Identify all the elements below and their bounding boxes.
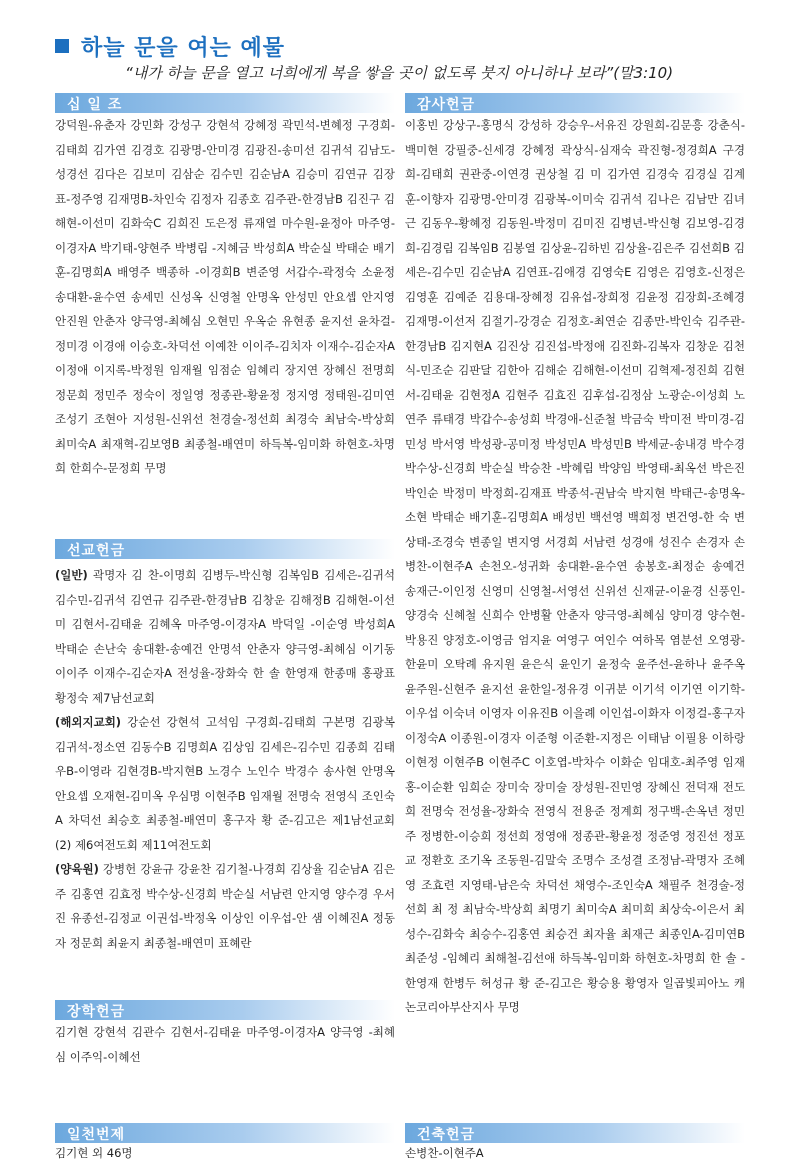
section-label-scholarship: 장학헌금	[67, 1004, 126, 1020]
scripture-quote: “내가 하늘 문을 열고 너희에게 복을 쌓을 곳이 없도록 붓지 아니하나 보라”(말3:10)	[125, 64, 674, 82]
section-header-onecheon	[55, 1123, 395, 1143]
mission-overseas-text: 강순선 강현석 고석임 구경희-김태희 구본명 김광복 김귀석-정소연 김동수B 김명희A 김상임 김세은-김수민 김종희 김태우B-이영라 김현경B-박지현B 노경수 노인수 박경수 송사현 안명옥 안요셉 오재현-김미옥 우심명 이현주B 임재월 전명숙 전영식 조인숙A 차덕선 최승호 최종철-배연미 홍구자 황 준-김고은 제1남선교회(2) 제6여전도회 제11여전도회	[55, 715, 395, 852]
page-header	[55, 32, 775, 83]
section-body-tithe: 강덕원-유춘자 강민화 강성구 강현석 강혜정 곽민석-변혜정 구경희-김태희 김가연 김경호 김광명-안미경 김광진-송미선 김귀석 김남도-성경선 김다은 김보미 김삼순 김수민 김순남A 김승미 김연규 김장표-정주영 김재명B-차인숙 김정자 김종호 김주관-한경남B 김진구 김해현-이선미 김화숙C 김희진 도은정 류재열 마수원-윤정아 마주영-이경자A 박기태-양현주 박병림 -지혜금 박성희A 박순실 박태순 배기훈-김명희A 배영주 백종하 -이경희B 변준영 서갑수-곽정숙 소윤정 송대환-윤수연 송세민 신성옥 신영철 안명옥 안성민 안요셉 안지영 안진원 안춘자 양극영-최혜심 오현민 우옥순 유현종 윤지선 윤차걸-정미경 이경애 이승호-차덕선 이예찬 이이주-김치자 이재수-김순자A 이정애 이지록-박정원 임재월 임점순 임혜리 장지연 장혜신 전명희 정문희 정민주 정숙이 정일영 정종관-황윤정 정지영 정태원-김미연 조성기 조현아 지성원-신위선 천경술-정선희 최경숙 최남숙-박상희 최미숙A 최재혁-김보영B 최종철-배연미 하득복-임미화 하현호-차명희 한희수-문정희 무명	[55, 118, 395, 475]
section-label-mission: 선교헌금	[67, 543, 126, 559]
section-header-tithe	[55, 93, 395, 113]
mission-nursery-text: 강병헌 강윤규 강윤찬 김기철-나경희 김상율 김순남A 김은주 김홍연 김효정 박수상-신경희 박순실 서남련 안지영 양수경 우서진 유종선-김정교 이권섭-박정옥 이상인 이우섭-안 샘 이혜진A 정동자 정문희 최윤지 최종철-배연미 표혜란	[55, 862, 395, 950]
title-row	[55, 32, 775, 60]
section-label-building: 건축헌금	[417, 1127, 476, 1143]
section-body-thanks: 이홍빈 강상구-홍명식 강성하 강승우-서유진 강원희-김문흥 강춘식-백미현 강필중-신세경 강혜정 곽상식-심재숙 곽진형-정경희A 구경희-김태희 권관중-이연경 권상철 김 미 김가연 김경숙 김경실 김계훈-이향자 김광명-안미경 김광복-이미숙 김귀석 김나은 김남만 김녀근 김동우-황혜정 김동원-박정미 김미진 김병년-박신형 김보영-김경희-김경림 김복임B 김봉열 김상윤-김하빈 김상율-김은주 김선희B 김세은-김수민 김순남A 김연표-김애경 김영숙E 김영은 김영호-신정은 김영훈 김예준 김용대-장혜정 김유섭-장희정 김윤정 김장희-조혜경 김재명-이선저 김절기-강경순 김정호-최연순 김종만-박인숙 김주관-한경남B 김지현A 김진상 김진섭-박정애 김진화-김복자 김창운 김천식-민조순 김판달 김한아 김해순 김해현-이선미 김혁제-정진희 김현서-김태윤 김현정A 김현주 김효진 김후섭-김정삼 노광순-이성희 노연주 류태경 박갑수-송성희 박경애-신준철 박금숙 박미전 박미경-김민성 박서영 박성광-공미정 박성민A 박성민B 박세균-송내경 박수경 박수상-신경희 박순실 박승찬 -박혜림 박양임 박영태-최옥선 박은진 박인순 박정미 박정희-김재표 박종석-권남숙 박지현 박태근-송명옥-소현 박태순 배기훈-김명희A 배성빈 백선영 백희정 변건영-한 숙 변상태-조경숙 변종일 변지영 서경희 서남련 성경애 성진수 손경자 손병찬-이현주A 손천오-성귀화 송대환-윤수연 송봉호-최정순 송예건 송재근-이인정 신영미 신영철-서영선 신위선 신재균-이윤경 신풍인-양경숙 신혜철 신희수 안병활 안춘자 양극영-최혜심 양미경 양수현-박용진 양정호-이영금 엄지윤 여영구 여인수 여하목 염분선 오영광-한윤미 오탁례 유지원 윤은식 윤인기 윤정숙 윤주선-윤하나 윤주옥 윤주원-신현주 윤지선 윤한일-정유경 이귀분 이기석 이기연 이기학-이우섭 이숙녀 이영자 이유진B 이을례 이인섭-이화자 이정걸-홍구자 이정숙A 이종원-이경자 이준형 이준환-지정은 이태남 이필용 이하랑 이현정 이현주B 이현주C 이호엽-박차수 이화순 임대호-최주영 임재홍-이순환 임희순 장미숙 장미술 장성원-진민영 장혜신 전덕재 전도희 전명숙 전성율-장화숙 전영식 전용준 정계희 정구백-손옥년 정민주 정병한-이승희 정선희 정영애 정종관-황윤정 정준영 정진선 정포교 정환호 조기옥 조동원-김말숙 조명수 조성결 조정남-곽명자 조혜영 조효련 지영태-남은숙 차덕선 채영수-조인숙A 채필주 천경술-정선희 최 정 최남숙-박상희 최명기 최미숙A 최미희 최상숙-이은서 최성수-김화숙 최승수-김홍연 최승건 최자율 최재근 최종인A-김미연B 최준성 -임혜리 최해철-김선애 하득복-임미화 하현호-차명희 한 솔 -한영재 한병두 허성규 황 준-김고은 황승용 황영자 일곱빛피아노 캐논코리아부산지사 무명	[405, 118, 745, 1014]
section-label-tithe: 십 일 조	[67, 97, 123, 113]
square-bullet-icon	[55, 39, 69, 53]
section-header-mission	[55, 539, 395, 559]
section-header-thanks	[405, 93, 745, 113]
section-label-thanks: 감사헌금	[417, 97, 476, 113]
section-header-scholarship	[55, 1000, 395, 1020]
mission-general-text: 곽명자 김 찬-이명희 김병두-박신형 김복임B 김세은-김귀석 김수민-김귀석 김연규 김주관-한경남B 김창운 김해정B 김해현-이선미 김현서-김태윤 김혜옥 마주영-이경자A 박덕일 -이순영 박성희A 박태순 손난숙 송대환-송예건 안명석 안춘자 양극영-최혜심 이기동 이이주 이재수-김순자A 전성율-장화숙 한 솔 한영재 한종매 홍광표 황정숙 제7남선교회	[55, 568, 395, 705]
section-body-onecheon: 김기현 외 46명	[55, 1146, 133, 1160]
mission-overseas-tag: (해외지교회)	[55, 715, 122, 729]
section-label-onecheon: 일천번제	[67, 1127, 126, 1143]
section-body-scholarship: 김기현 강현석 김관수 김현서-김태윤 마주영-이경자A 양극영 -최혜심 이주익-이혜선	[55, 1025, 395, 1064]
section-body-mission	[55, 563, 395, 955]
page-title: 하늘 문을 여는 예물	[81, 35, 285, 61]
mission-nursery-tag: (양육원)	[55, 862, 99, 876]
section-header-building	[405, 1123, 745, 1143]
section-body-building: 손병찬-이현주A	[405, 1146, 484, 1160]
mission-general-tag: (일반)	[55, 568, 88, 582]
